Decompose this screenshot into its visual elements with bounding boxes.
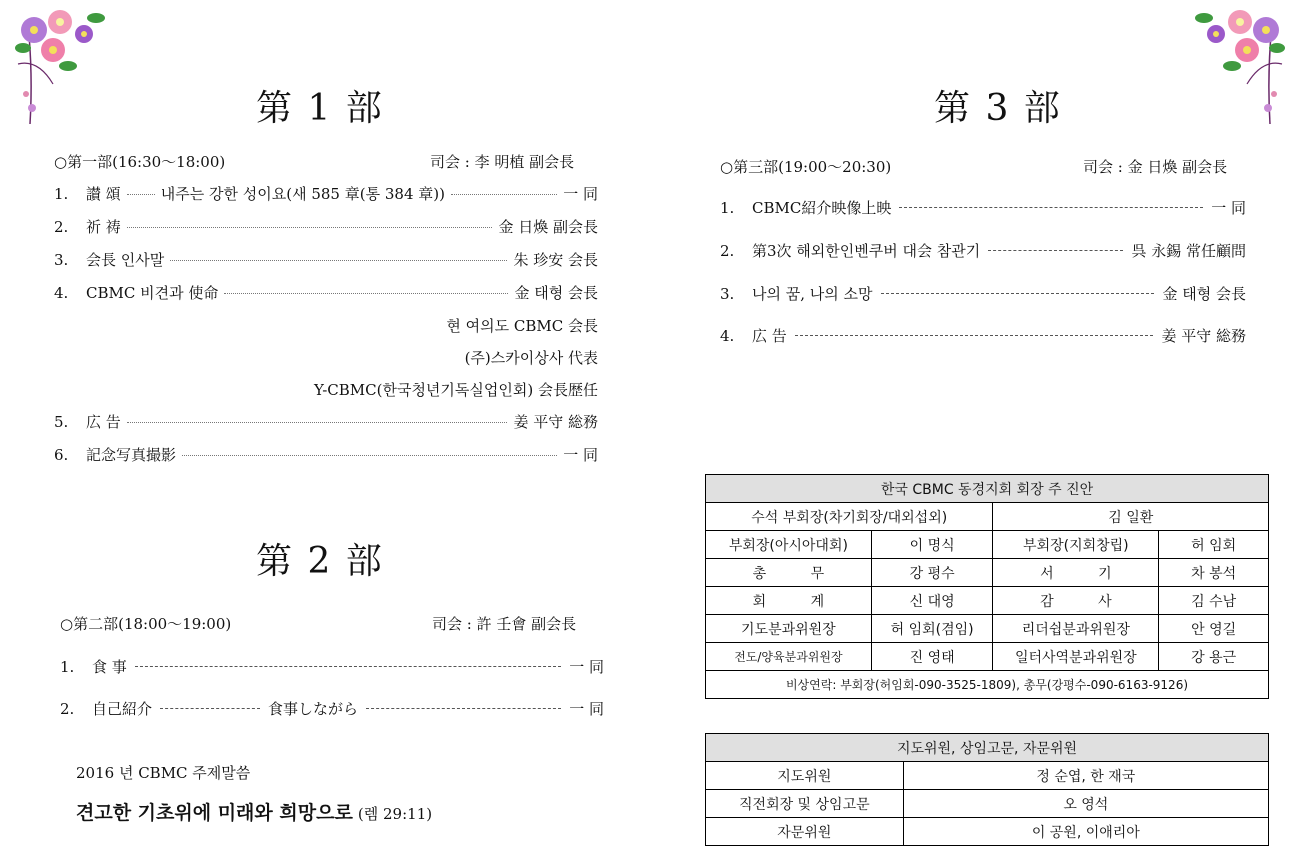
- theme-verse: [76, 798, 432, 825]
- role-cell: 기도분과위원장: [706, 615, 872, 643]
- name-cell: 이 공원, 이애리아: [903, 818, 1268, 846]
- program-item: [54, 183, 598, 204]
- item-number: 1.: [720, 198, 735, 217]
- item-presenter: 一 同: [569, 658, 604, 676]
- name-cell: 오 영석: [903, 790, 1268, 818]
- theme-intro: 2016 년 CBMC 주제말씀: [76, 764, 251, 782]
- leader-line: [366, 708, 561, 709]
- item-note: 食事しながら: [268, 700, 359, 718]
- name-cell: 허 임회(겸임): [871, 615, 993, 643]
- item-number: 5.: [54, 412, 69, 431]
- part2-heading: 第 2 部: [256, 541, 384, 582]
- item-number: 2.: [54, 217, 69, 236]
- table-row: [706, 762, 1269, 790]
- program-item: [54, 444, 598, 465]
- leader-line: [451, 194, 557, 195]
- role-cell: 직전회장 및 상임고문: [706, 790, 904, 818]
- flower-corner-left-decoration: [8, 4, 128, 129]
- table-row: [706, 671, 1269, 699]
- advisors-table-title: 지도위원, 상임고문, 자문위원: [706, 734, 1269, 762]
- program-item: [54, 282, 598, 303]
- theme-title: 견고한 기초위에 미래와 희망으로: [76, 802, 353, 824]
- officers-table-title: 한국 CBMC 동경지회 회장 주 진안: [706, 475, 1269, 503]
- item-number: 4.: [720, 326, 735, 345]
- presenter-credential: (주)스카이상사 代表: [464, 349, 598, 367]
- role-cell: 리더쉽분과위원장: [993, 615, 1159, 643]
- leader-line: [127, 227, 493, 228]
- role-cell: 자문위원: [706, 818, 904, 846]
- name-cell: 강 평수: [871, 559, 993, 587]
- role-cell: 회 계: [706, 587, 872, 615]
- name-cell: 안 영길: [1159, 615, 1269, 643]
- table-row: [706, 531, 1269, 559]
- part3-session: ○第三部(19:00～20:30): [720, 158, 892, 176]
- leader-line: [170, 260, 507, 261]
- part1-session: ○第一部(16:30～18:00): [54, 153, 226, 171]
- item-number: 1.: [60, 657, 75, 676]
- part2-host: 司会 : 許 壬會 副会長: [432, 615, 577, 633]
- leader-line: [899, 207, 1203, 208]
- leader-line: [881, 293, 1155, 294]
- part3-heading: 第 3 部: [934, 88, 1062, 129]
- item-presenter: 一 同: [569, 700, 604, 718]
- emergency-contact: 비상연락: 부회장(허임회-090-3525-1809), 총무(강평수-090-6163-9126): [706, 671, 1269, 699]
- item-hymn: 내주는 강한 성이요(새 585 章(통 384 章)): [160, 185, 445, 203]
- presenter-credential: Y-CBMC(한국청년기독실업인회) 会長歴任: [313, 381, 598, 399]
- name-cell: 정 순엽, 한 재국: [903, 762, 1268, 790]
- program-item: [720, 240, 1246, 261]
- part1-host: 司会 : 李 明植 副会長: [430, 153, 575, 171]
- program-item: [60, 656, 604, 677]
- name-cell: 김 일환: [993, 503, 1269, 531]
- item-presenter: 呉 永錫 常任顧問: [1131, 242, 1246, 260]
- name-cell: 신 대영: [871, 587, 993, 615]
- leader-line: [135, 666, 561, 667]
- item-presenter: 金 태형 会長: [1162, 285, 1246, 303]
- leader-line: [224, 293, 508, 294]
- item-number: 2.: [720, 241, 735, 260]
- item-number: 1.: [54, 184, 69, 203]
- table-row: [706, 790, 1269, 818]
- name-cell: 강 용근: [1159, 643, 1269, 671]
- role-cell: 감 사: [993, 587, 1159, 615]
- table-row: [706, 587, 1269, 615]
- item-number: 6.: [54, 445, 69, 464]
- theme-reference: (렘 29:11): [357, 805, 433, 823]
- advisors-table: [705, 733, 1269, 846]
- item-label: 第3次 해외한인벤쿠버 대会 참관기: [752, 242, 981, 260]
- item-presenter: 金 日煥 副会長: [498, 218, 598, 236]
- item-number: 2.: [60, 699, 75, 718]
- item-number: 3.: [54, 250, 69, 269]
- role-cell: 총 무: [706, 559, 872, 587]
- item-label: 広 告: [86, 413, 121, 431]
- name-cell: 진 영태: [871, 643, 993, 671]
- item-label: CBMC 비견과 使命: [86, 284, 219, 302]
- role-cell: 부회장(지회창립): [993, 531, 1159, 559]
- flower-corner-right-decoration: [1172, 4, 1292, 129]
- role-cell: 부회장(아시아대회): [706, 531, 872, 559]
- item-label: 讃 頌: [86, 185, 121, 203]
- item-label: 記念写真撮影: [86, 446, 177, 464]
- table-row: [706, 615, 1269, 643]
- name-cell: 이 명식: [871, 531, 993, 559]
- part2-session: ○第二部(18:00～19:00): [60, 615, 232, 633]
- name-cell: 차 봉석: [1159, 559, 1269, 587]
- item-presenter: 金 태형 会長: [514, 284, 598, 302]
- item-label: 나의 꿈, 나의 소망: [752, 285, 873, 303]
- role-cell: 지도위원: [706, 762, 904, 790]
- program-item: [54, 249, 598, 270]
- program-item: [720, 325, 1246, 346]
- leader-line: [988, 250, 1123, 251]
- role-cell: 수석 부회장(차기회장/대외섭외): [706, 503, 993, 531]
- table-row: [706, 643, 1269, 671]
- item-number: 3.: [720, 284, 735, 303]
- name-cell: 김 수남: [1159, 587, 1269, 615]
- table-row: [706, 559, 1269, 587]
- item-label: 広 告: [752, 327, 787, 345]
- program-item: [54, 216, 598, 237]
- role-cell: 서 기: [993, 559, 1159, 587]
- part3-host: 司会 : 金 日煥 副会長: [1083, 158, 1228, 176]
- table-row: [706, 818, 1269, 846]
- item-presenter: 朱 珍安 会長: [513, 251, 598, 269]
- table-row: [706, 503, 1269, 531]
- program-item: [54, 411, 598, 432]
- item-presenter: 一 同: [563, 446, 598, 464]
- leader-line: [127, 194, 155, 195]
- program-item: [720, 197, 1246, 218]
- presenter-credential: 현 여의도 CBMC 会長: [446, 317, 598, 335]
- item-label: 自己紹介: [92, 700, 153, 718]
- leader-line: [160, 708, 260, 709]
- item-label: CBMC紹介映像上映: [752, 199, 892, 217]
- item-presenter: 一 同: [1211, 199, 1246, 217]
- leader-line: [127, 422, 508, 423]
- leader-line: [795, 335, 1154, 336]
- part1-heading: 第 1 部: [256, 88, 384, 129]
- program-item: [60, 698, 604, 719]
- item-presenter: 姜 平守 総務: [1161, 327, 1246, 345]
- program-item: [720, 283, 1246, 304]
- item-presenter: 姜 平守 総務: [513, 413, 598, 431]
- leader-line: [182, 455, 557, 456]
- name-cell: 허 임회: [1159, 531, 1269, 559]
- item-label: 会長 인사말: [86, 251, 165, 269]
- item-presenter: 一 同: [563, 185, 598, 203]
- item-label: 祈 祷: [86, 218, 121, 236]
- role-cell: 일터사역분과위원장: [993, 643, 1159, 671]
- item-label: 食 事: [92, 658, 127, 676]
- role-cell: 전도/양육분과위원장: [706, 643, 872, 671]
- officers-table: [705, 474, 1269, 699]
- item-number: 4.: [54, 283, 69, 302]
